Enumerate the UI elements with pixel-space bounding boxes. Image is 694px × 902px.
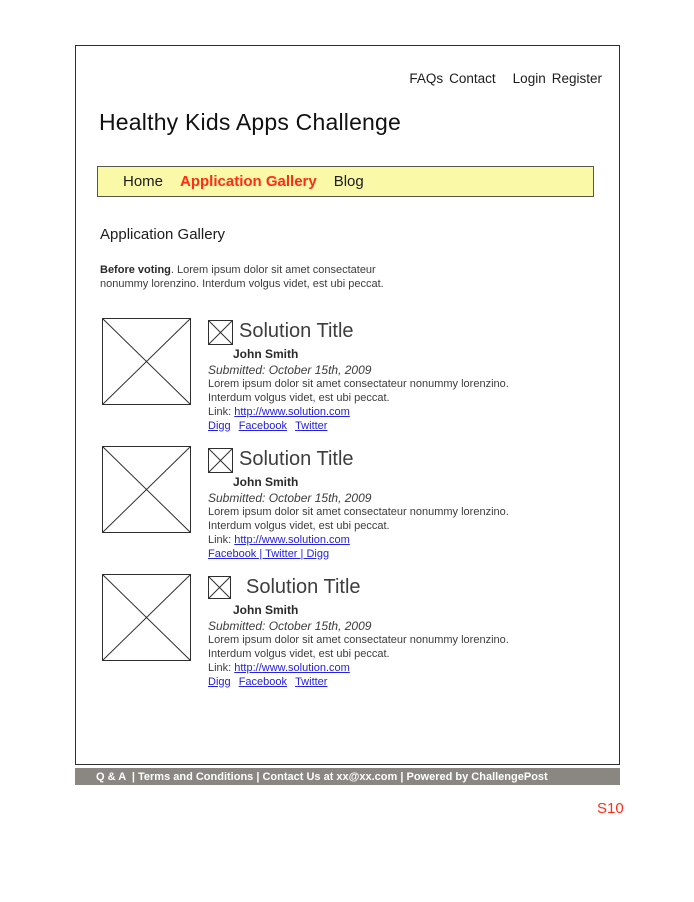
- solution-description: Lorem ipsum dolor sit amet consectateur nonummy lorenzino. Interdum volgus videt, est ubi peccat.: [208, 378, 509, 404]
- solution-list: [102, 318, 602, 702]
- faqs-link[interactable]: FAQs: [409, 71, 444, 86]
- solution-author: John Smith: [233, 475, 299, 489]
- solution-details: [208, 318, 509, 433]
- contact-link[interactable]: Contact: [449, 71, 496, 86]
- login-link[interactable]: Login: [512, 71, 546, 86]
- site-title: Healthy Kids Apps Challenge: [99, 109, 402, 135]
- social-links: [208, 547, 509, 561]
- solution-entry-1: [102, 318, 602, 433]
- link-label: Link:: [208, 534, 232, 546]
- digg-link[interactable]: Digg: [208, 676, 231, 688]
- intro-line2: nonummy lorenzino. Interdum volgus videt, est ubi peccat.: [100, 278, 384, 290]
- twitter-link[interactable]: Twitter: [295, 420, 328, 432]
- solution-title-row: [208, 575, 509, 602]
- facebook-link[interactable]: Facebook: [238, 676, 287, 688]
- solution-submitted-date: Submitted: October 15th, 2009: [208, 619, 372, 633]
- slide-label: S10: [597, 800, 624, 817]
- solution-title-row: [208, 319, 509, 346]
- solution-author: John Smith: [233, 347, 299, 361]
- solution-icon-placeholder: [208, 320, 233, 345]
- twitter-link[interactable]: Twitter: [295, 676, 328, 688]
- solution-title: Solution Title: [239, 320, 354, 342]
- solution-url-link[interactable]: http://www.solution.com: [234, 662, 350, 674]
- footer-links[interactable]: Q & A | Terms and Conditions | Contact Us at xx@xx.com | Powered by ChallengePost: [96, 770, 548, 783]
- solution-thumbnail-placeholder[interactable]: [102, 318, 191, 405]
- solution-details: [208, 574, 509, 689]
- solution-details: [208, 446, 509, 561]
- before-voting-label: Before voting: [100, 264, 171, 276]
- social-links: [208, 675, 509, 689]
- page-title: Application Gallery: [100, 226, 226, 243]
- solution-entry-3: [102, 574, 602, 689]
- main-nav: [97, 166, 594, 197]
- solution-link-line: [208, 661, 509, 675]
- solution-description: Lorem ipsum dolor sit amet consectateur nonummy lorenzino. Interdum volgus videt, est ubi peccat.: [208, 634, 509, 660]
- link-label: Link:: [208, 406, 232, 418]
- solution-icon-placeholder: [208, 448, 233, 473]
- digg-link[interactable]: Digg: [208, 420, 231, 432]
- solution-title-row: [208, 447, 509, 474]
- facebook-twitter-digg-link[interactable]: Facebook | Twitter | Digg: [208, 548, 330, 560]
- solution-thumbnail-placeholder[interactable]: [102, 574, 191, 661]
- solution-title: Solution Title: [246, 576, 361, 598]
- nav-blog[interactable]: Blog: [333, 173, 364, 190]
- nav-home[interactable]: Home: [123, 173, 164, 190]
- nav-application-gallery[interactable]: Application Gallery: [180, 173, 317, 190]
- facebook-link[interactable]: Facebook: [238, 420, 287, 432]
- solution-entry-2: [102, 446, 602, 561]
- solution-author: John Smith: [233, 603, 299, 617]
- social-links: [208, 419, 509, 433]
- solution-icon-placeholder: [208, 576, 231, 599]
- before-voting-note: [100, 263, 384, 291]
- solution-thumbnail-placeholder[interactable]: [102, 446, 191, 533]
- solution-description: Lorem ipsum dolor sit amet consectateur nonummy lorenzino. Interdum volgus videt, est ubi peccat.: [208, 506, 509, 532]
- solution-title: Solution Title: [239, 448, 354, 470]
- link-label: Link:: [208, 662, 232, 674]
- solution-url-link[interactable]: http://www.solution.com: [234, 406, 350, 418]
- solution-link-line: [208, 533, 509, 547]
- solution-url-link[interactable]: http://www.solution.com: [234, 534, 350, 546]
- intro-line1: . Lorem ipsum dolor sit amet consectateur: [170, 264, 376, 276]
- utility-nav: [409, 71, 602, 86]
- footer-bar: [75, 768, 620, 785]
- register-link[interactable]: Register: [551, 71, 602, 86]
- solution-submitted-date: Submitted: October 15th, 2009: [208, 363, 372, 377]
- solution-link-line: [208, 405, 509, 419]
- wireframe-page: [75, 45, 620, 765]
- solution-submitted-date: Submitted: October 15th, 2009: [208, 491, 372, 505]
